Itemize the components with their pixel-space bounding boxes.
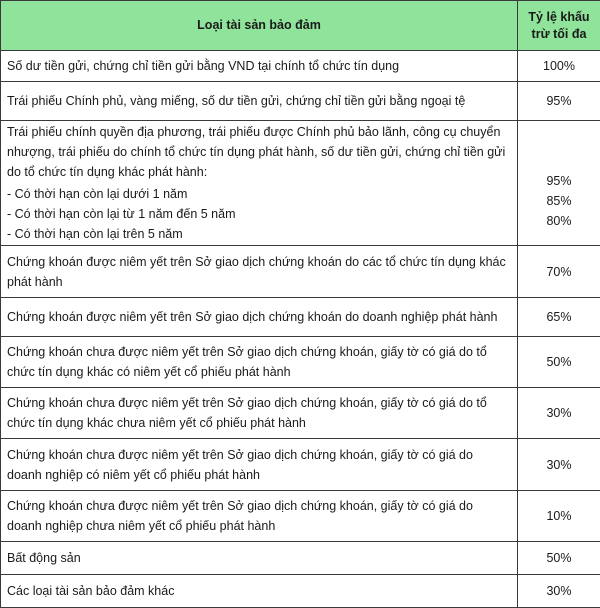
asset-cell: Số dư tiền gửi, chứng chỉ tiền gửi bằng VND tại chính tổ chức tín dụng	[1, 51, 518, 82]
asset-cell: Chứng khoán chưa được niêm yết trên Sở giao dịch chứng khoán, giấy tờ có giá do tổ chức tín dụng khác có niêm yết cổ phiếu phát hành	[1, 337, 518, 388]
asset-cell	[1, 121, 518, 246]
header-rate-line1: Tỷ lệ khấu	[528, 10, 589, 24]
rate-cell: 30%	[518, 439, 600, 491]
asset-cell: Chứng khoán chưa được niêm yết trên Sở giao dịch chứng khoán, giấy tờ có giá do doanh nghiệp có niêm yết cổ phiếu phát hành	[1, 439, 518, 491]
table-row	[1, 337, 600, 388]
asset-cell: Trái phiếu Chính phủ, vàng miếng, số dư tiền gửi, chứng chỉ tiền gửi bằng ngoại tệ	[1, 82, 518, 121]
rate-cell: 95%	[518, 82, 600, 121]
table-row	[1, 82, 600, 121]
asset-cell: Chứng khoán chưa được niêm yết trên Sở giao dịch chứng khoán, giấy tờ có giá do doanh nghiệp chưa niêm yết cổ phiếu phát hành	[1, 491, 518, 542]
term-item: - Có thời hạn còn lại trên 5 năm	[7, 224, 511, 244]
term-item: - Có thời hạn còn lại dưới 1 năm	[7, 184, 511, 204]
term-rate: 85%	[524, 191, 594, 211]
asset-cell: Chứng khoán chưa được niêm yết trên Sở giao dịch chứng khoán, giấy tờ có giá do tổ chức tín dụng khác chưa niêm yết cổ phiếu phát hành	[1, 388, 518, 439]
asset-cell: Bất động sản	[1, 542, 518, 575]
table-row	[1, 388, 600, 439]
asset-cell: Các loại tài sản bảo đảm khác	[1, 575, 518, 608]
term-list	[7, 184, 511, 244]
rate-cell: 70%	[518, 246, 600, 298]
table-row	[1, 491, 600, 542]
header-row	[1, 1, 600, 51]
header-asset: Loại tài sản bảo đảm	[1, 1, 518, 51]
rate-cell: 100%	[518, 51, 600, 82]
table-body	[1, 51, 600, 608]
table-row	[1, 439, 600, 491]
rate-cell: 65%	[518, 298, 600, 337]
rate-cell: 50%	[518, 337, 600, 388]
asset-cell: Chứng khoán được niêm yết trên Sở giao dịch chứng khoán do doanh nghiệp phát hành	[1, 298, 518, 337]
table-header	[1, 1, 600, 51]
table-row	[1, 298, 600, 337]
header-rate-line2: trừ tối đa	[532, 27, 587, 41]
table-row	[1, 542, 600, 575]
rate-cell: 30%	[518, 388, 600, 439]
rate-cell: 30%	[518, 575, 600, 608]
table-row	[1, 51, 600, 82]
term-rate: 80%	[524, 211, 594, 231]
rate-cell	[518, 121, 600, 246]
table-row	[1, 246, 600, 298]
asset-cell: Chứng khoán được niêm yết trên Sở giao dịch chứng khoán do các tổ chức tín dụng khác phát hành	[1, 246, 518, 298]
term-item: - Có thời hạn còn lại từ 1 năm đến 5 năm	[7, 204, 511, 224]
term-rate: 95%	[524, 171, 594, 191]
table-row	[1, 575, 600, 608]
rate-cell: 50%	[518, 542, 600, 575]
asset-cell-text: Trái phiếu chính quyền địa phương, trái phiếu được Chính phủ bảo lãnh, công cụ chuyển nhượng, trái phiếu do chính tổ chức tín dụng phát hành, số dư tiền gửi, chứng chỉ tiền gửi do tổ chức tín dụng khác phát hành:	[7, 125, 505, 179]
header-rate	[518, 1, 600, 51]
rate-cell: 10%	[518, 491, 600, 542]
table-row	[1, 121, 600, 246]
